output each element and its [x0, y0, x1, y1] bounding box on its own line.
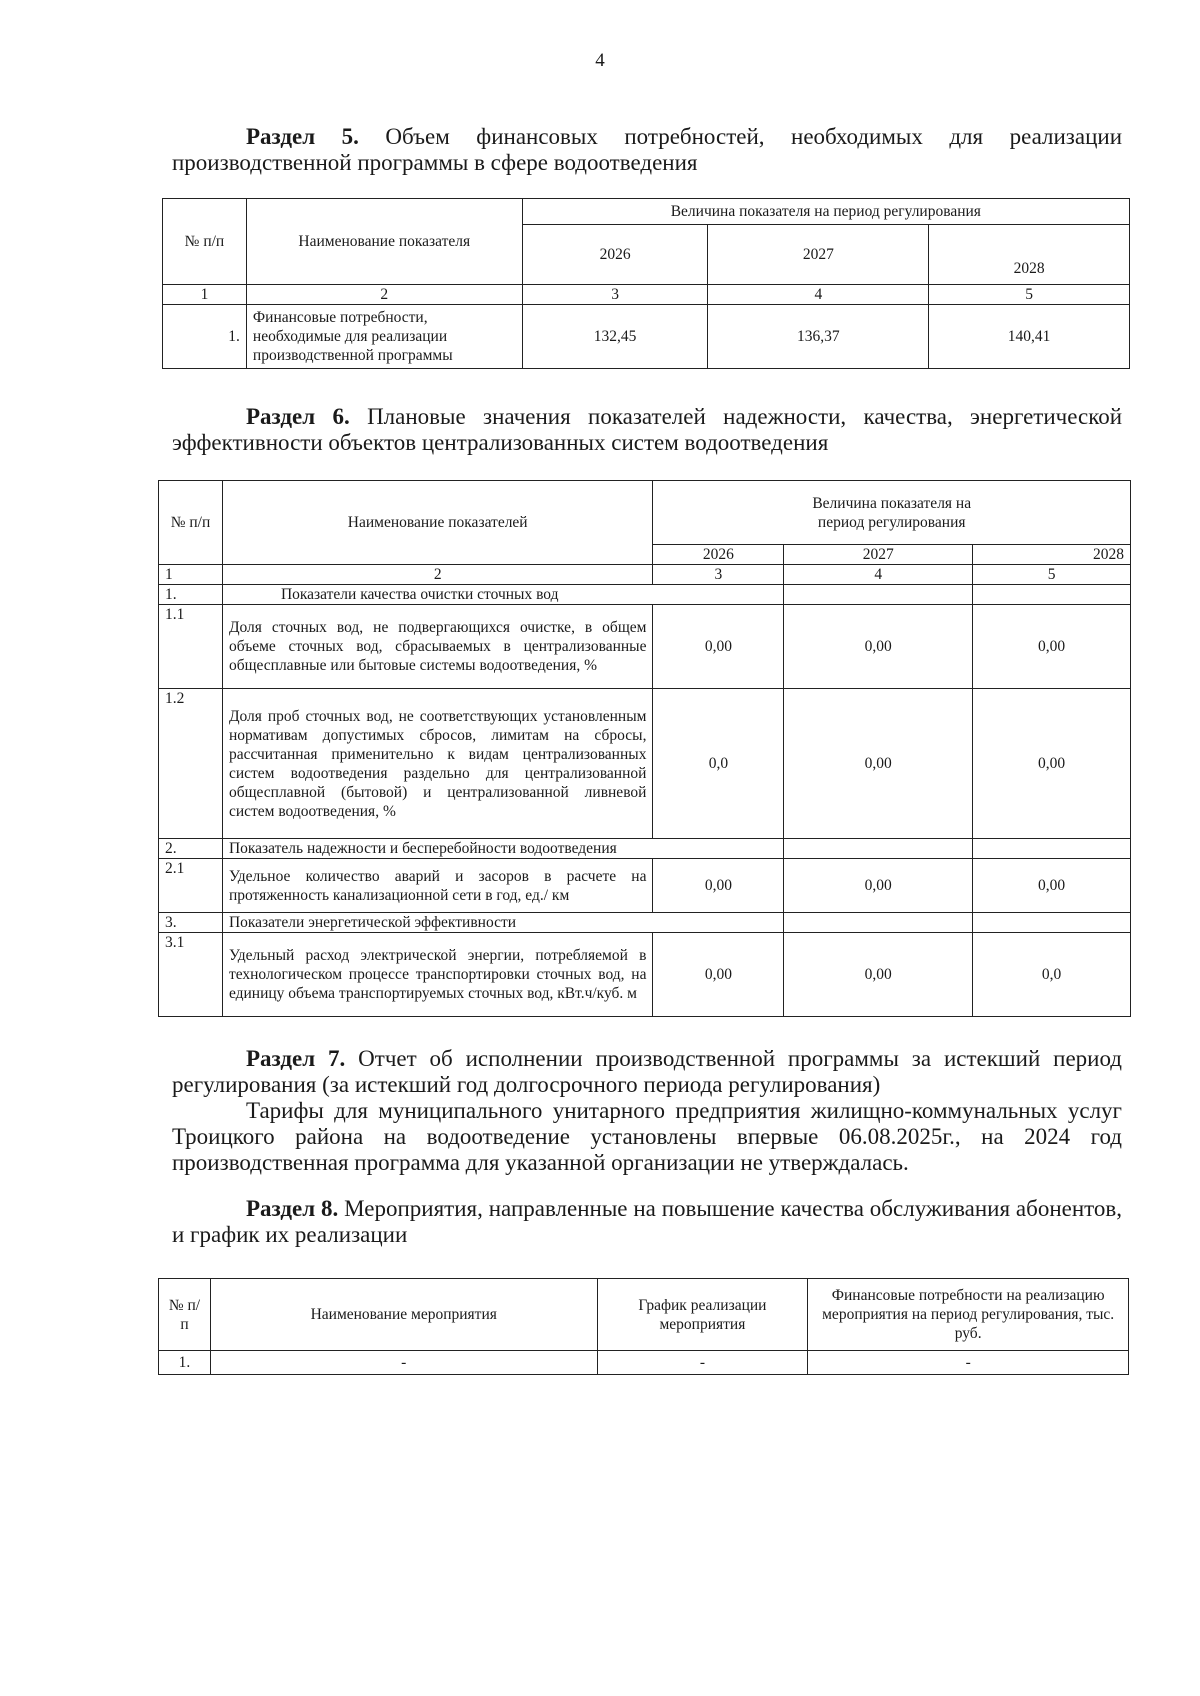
- row-value: 0,00: [784, 689, 973, 839]
- row-value: 0,00: [973, 689, 1131, 839]
- header-value: Величина показателя на период регулирования: [653, 481, 1131, 545]
- header-name: Наименование показателей: [222, 481, 653, 565]
- row-num: 1.: [159, 1351, 211, 1375]
- col-number: 2: [222, 565, 653, 585]
- group-title: Показатели энергетической эффективности: [222, 913, 783, 933]
- row-value: 0,00: [784, 859, 973, 913]
- row-value: 140,41: [929, 305, 1130, 369]
- row-finance: -: [808, 1351, 1129, 1375]
- row-name: -: [210, 1351, 597, 1375]
- header-year: 2028: [929, 225, 1130, 285]
- col-number: 4: [784, 565, 973, 585]
- section6-title: Плановые значения показателей надежности, качества, энергетической эффективности объектов централизованных систем водоотведения: [172, 404, 1123, 455]
- group-row: [159, 585, 1131, 605]
- col-number: 1: [159, 565, 223, 585]
- header-year: 2028: [973, 545, 1131, 565]
- group-row: [159, 839, 1131, 859]
- row-name: Удельный расход электрической энергии, потребляемой в технологическом процессе транспортировки сточных вод, на единицу объема транспортируемых сточных вод, кВт.ч/куб. м: [222, 933, 653, 1017]
- section8-label: Раздел 8.: [246, 1196, 339, 1221]
- col-number: 1: [163, 285, 247, 305]
- row-value: 0,00: [784, 933, 973, 1017]
- row-name: Удельное количество аварий и засоров в расчете на протяженность канализационной сети в год, ед./ км: [222, 859, 653, 913]
- col-number: 2: [246, 285, 522, 305]
- financial-needs-table: [162, 198, 1130, 369]
- row-value: 0,00: [973, 605, 1131, 689]
- header-num: № п/п: [159, 1279, 211, 1351]
- section7-heading: [172, 1046, 1122, 1098]
- group-row: [159, 913, 1131, 933]
- row-value: 0,00: [784, 605, 973, 689]
- row-num: 1.2: [159, 689, 223, 839]
- table-row: [159, 689, 1131, 839]
- row-num: 1.1: [159, 605, 223, 689]
- row-num: 2.1: [159, 859, 223, 913]
- section5-label: Раздел 5.: [246, 124, 359, 149]
- row-schedule: -: [597, 1351, 808, 1375]
- col-number: 5: [973, 565, 1131, 585]
- header-name: Наименование показателя: [246, 199, 522, 285]
- header-name: Наименование мероприятия: [210, 1279, 597, 1351]
- header-year: 2026: [522, 225, 708, 285]
- col-number: 4: [708, 285, 929, 305]
- group-num: 1.: [159, 585, 223, 605]
- table-row: [159, 933, 1131, 1017]
- page-number: 4: [595, 50, 605, 71]
- header-year: 2027: [784, 545, 973, 565]
- group-num: 3.: [159, 913, 223, 933]
- col-number: 3: [653, 565, 784, 585]
- indicators-table: [158, 480, 1131, 1017]
- table-row: [159, 605, 1131, 689]
- section8-heading: [172, 1196, 1122, 1248]
- section7-label: Раздел 7.: [246, 1046, 346, 1071]
- group-num: 2.: [159, 839, 223, 859]
- header-year: 2026: [653, 545, 784, 565]
- group-title: Показатель надежности и бесперебойности водоотведения: [222, 839, 783, 859]
- section7-title: Отчет об исполнении производственной программы за истекший период регулирования (за истекший год долгосрочного периода регулирования): [172, 1046, 1123, 1097]
- header-value: Величина показателя на период регулирования: [522, 199, 1129, 225]
- section8-title: Мероприятия, направленные на повышение качества обслуживания абонентов, и график их реализации: [172, 1196, 1123, 1247]
- header-finance: Финансовые потребности на реализацию мероприятия на период регулирования, тыс. руб.: [808, 1279, 1129, 1351]
- row-name: Финансовые потребности, необходимые для реализации производственной программы: [246, 305, 522, 369]
- section5-title: Объем финансовых потребностей, необходимых для реализации производственной программы в сфере водоотведения: [172, 124, 1123, 175]
- table-row: [159, 1351, 1129, 1375]
- row-value: 0,00: [973, 859, 1131, 913]
- header-schedule: График реализации мероприятия: [597, 1279, 808, 1351]
- row-value: 0,0: [653, 689, 784, 839]
- row-value: 0,00: [653, 859, 784, 913]
- group-title: Показатели качества очистки сточных вод: [222, 585, 783, 605]
- header-year: 2027: [708, 225, 929, 285]
- row-num: 1.: [163, 305, 247, 369]
- header-num: № п/п: [163, 199, 247, 285]
- row-value: 132,45: [522, 305, 708, 369]
- row-name: Доля проб сточных вод, не соответствующих установленным нормативам допустимых сбросов, лимитам на сбросы, рассчитанная применительно к видам централизованных систем водоотведения раздельно для централизованной общесплавной (бытовой) и централизованной ливневой систем водоотведения, %: [222, 689, 653, 839]
- row-value: 0,0: [973, 933, 1131, 1017]
- table-row: [163, 305, 1130, 369]
- section5-heading: [172, 124, 1122, 176]
- section6-label: Раздел 6.: [246, 404, 350, 429]
- section6-heading: [172, 404, 1122, 456]
- header-num: № п/п: [159, 481, 223, 565]
- col-number: 3: [522, 285, 708, 305]
- row-name: Доля сточных вод, не подвергающихся очистке, в общем объеме сточных вод, сбрасываемых в централизованные общесплавные или бытовые системы водоотведения, %: [222, 605, 653, 689]
- section7-text: Тарифы для муниципального унитарного предприятия жилищно-коммунальных услуг Троицкого района на водоотведение установлены впервые 06.08.2025г., на 2024 год производственная программа для указанной организации не утверждалась.: [172, 1098, 1122, 1175]
- row-value: 136,37: [708, 305, 929, 369]
- table-row: [159, 859, 1131, 913]
- row-value: 0,00: [653, 933, 784, 1017]
- col-number: 5: [929, 285, 1130, 305]
- row-value: 0,00: [653, 605, 784, 689]
- row-num: 3.1: [159, 933, 223, 1017]
- measures-table: [158, 1278, 1129, 1375]
